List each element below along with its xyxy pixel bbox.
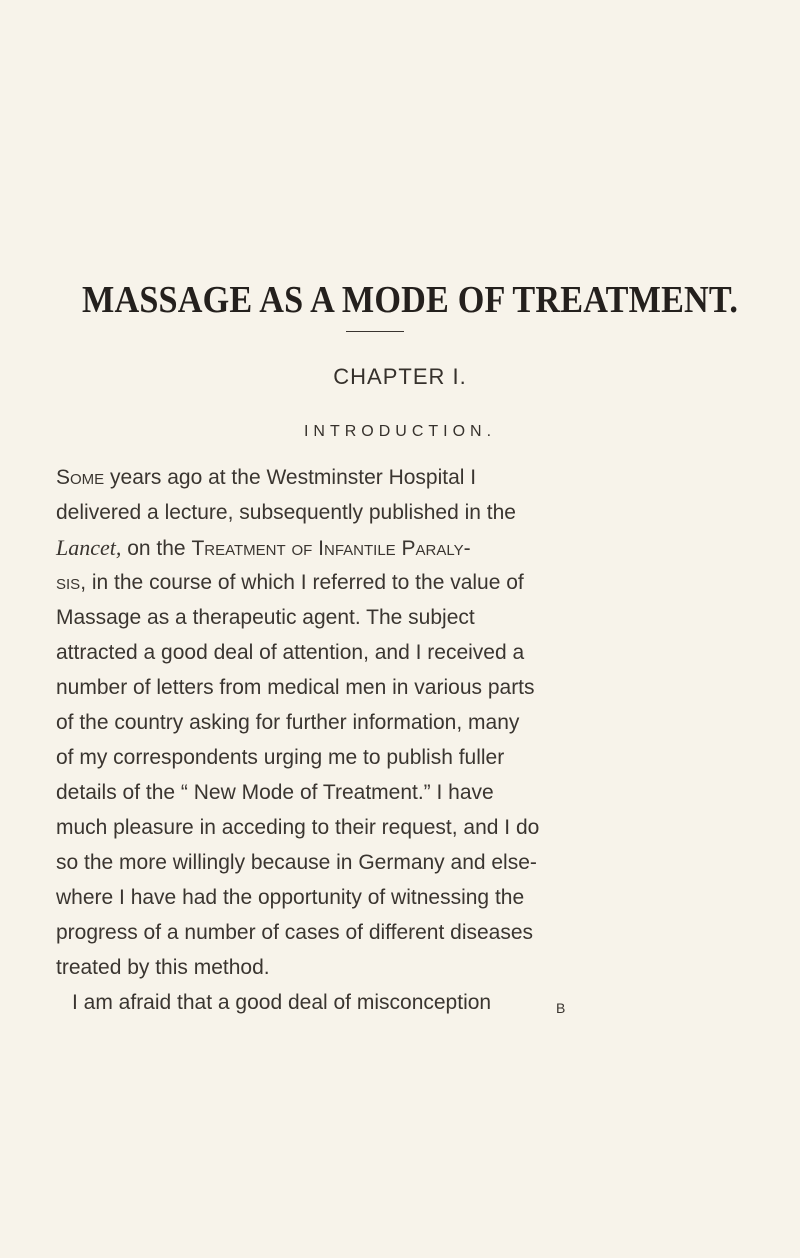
text-line: attracted a good deal of attention, and I received a (56, 641, 525, 664)
text-line: number of letters from medical men in various parts (56, 676, 535, 699)
text-run: on the (121, 537, 192, 560)
text-run: , in the course of which I referred to the value of (80, 571, 524, 594)
text-line: of my correspondents urging me to publish fuller (56, 746, 505, 769)
book-title: MASSAGE AS A MODE OF TREATMENT. (82, 279, 739, 321)
text-line: Massage as a therapeutic agent. The subject (56, 606, 475, 629)
section-heading: INTRODUCTION. (303, 423, 497, 440)
text-line: much pleasure in acceding to their request, and I do (56, 816, 540, 839)
text-line: so the more willingly because in Germany and else- (56, 851, 537, 874)
signature-mark: B (556, 1000, 566, 1016)
text-run: years ago at the Westminster Hospital I (104, 466, 477, 489)
text-line: where I have had the opportunity of witnessing the (56, 886, 525, 909)
lecture-title-end: sis (56, 571, 81, 594)
small-caps-word: Some (56, 466, 105, 489)
lecture-title: Treatment of Infantile Paraly- (191, 537, 471, 560)
text-line: I am afraid that a good deal of misconception (72, 991, 492, 1014)
chapter-heading: CHAPTER I. (333, 364, 467, 389)
text-line: treated by this method. (56, 956, 270, 979)
text-line (56, 460, 686, 495)
text-line: delivered a lecture, subsequently published in the (56, 501, 516, 524)
title-rule (346, 331, 404, 332)
journal-name: Lancet, (56, 535, 122, 560)
text-line: details of the “ New Mode of Treatment.” I have (56, 781, 494, 804)
body-text (56, 460, 686, 1020)
text-line: of the country asking for further information, many (56, 711, 520, 734)
text-line: progress of a number of cases of different diseases (56, 921, 534, 944)
text-line (56, 530, 686, 565)
text-line (56, 565, 686, 600)
